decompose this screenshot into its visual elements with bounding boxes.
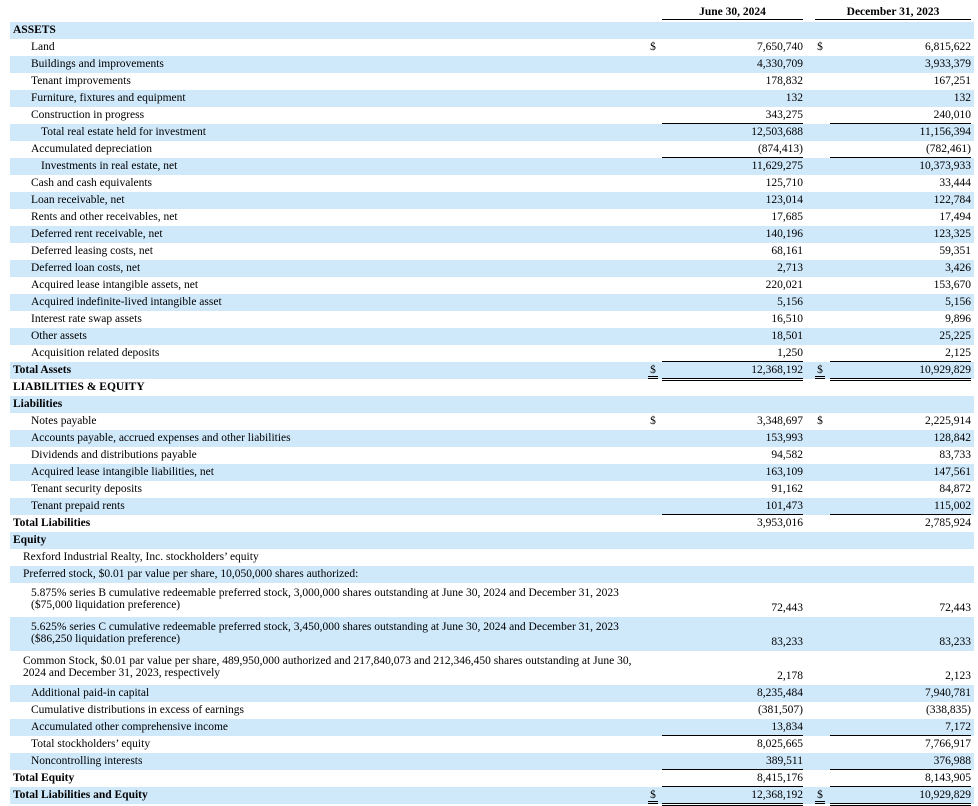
table-row xyxy=(10,651,974,685)
row-label: Investments in real estate, net xyxy=(41,160,178,172)
row-label: Equity xyxy=(13,534,47,546)
row-label: Other assets xyxy=(31,330,87,342)
row-label: Total real estate held for investment xyxy=(41,126,206,138)
value-december-2023: 33,444 xyxy=(939,177,971,189)
value-december-2023: (338,835) xyxy=(925,704,971,716)
value-december-2023: 7,766,917 xyxy=(925,738,971,750)
row-label: Loan receivable, net xyxy=(31,194,125,206)
table-row xyxy=(10,277,974,294)
value-december-2023: 3,426 xyxy=(945,262,971,274)
table-row xyxy=(10,22,974,39)
value-december-2023: 8,143,905 xyxy=(830,770,971,787)
row-label: Accumulated other comprehensive income xyxy=(31,721,229,733)
value-june-2024: 125,710 xyxy=(765,177,803,189)
column-header-row xyxy=(10,0,974,22)
value-june-2024: 68,161 xyxy=(771,245,803,257)
value-december-2023: 10,373,933 xyxy=(919,160,971,172)
value-december-2023: 153,670 xyxy=(933,279,971,291)
table-row xyxy=(10,447,974,464)
table-row xyxy=(10,311,974,328)
value-june-2024: 18,501 xyxy=(771,330,803,342)
row-label: Notes payable xyxy=(31,415,97,427)
value-june-2024: 12,368,192 xyxy=(662,787,803,806)
row-label: LIABILITIES & EQUITY xyxy=(13,381,145,393)
table-row xyxy=(10,498,974,515)
table-row xyxy=(10,294,974,311)
row-label: 5.875% series B cumulative redeemable preferred stock, 3,000,000 shares outstanding at June 30, 2024 and December 31, 2023 ($75,000 liquidation preference) xyxy=(31,587,619,611)
row-label: Acquired lease intangible assets, net xyxy=(31,279,199,291)
column-header-june-2024: June 30, 2024 xyxy=(662,6,803,20)
value-december-2023: 2,123 xyxy=(945,670,971,682)
value-june-2024: 153,993 xyxy=(765,432,803,444)
row-label: ASSETS xyxy=(13,24,56,36)
currency-symbol: $ xyxy=(815,362,825,379)
value-june-2024: 8,025,665 xyxy=(757,738,803,750)
value-june-2024: 3,953,016 xyxy=(757,517,803,529)
value-december-2023: 2,785,924 xyxy=(925,517,971,529)
row-label: Acquired lease intangible liabilities, net xyxy=(31,466,214,478)
value-december-2023: 240,010 xyxy=(830,107,971,124)
row-label: Liabilities xyxy=(13,398,63,410)
table-row xyxy=(10,209,974,226)
table-row xyxy=(10,107,974,124)
row-label: Deferred leasing costs, net xyxy=(31,245,153,257)
table-row xyxy=(10,685,974,702)
row-label: Total Equity xyxy=(13,772,75,784)
table-row xyxy=(10,583,974,617)
value-december-2023: (782,461) xyxy=(830,141,971,158)
value-june-2024: 83,233 xyxy=(771,636,803,648)
value-june-2024: 7,650,740 xyxy=(757,41,803,53)
table-row xyxy=(10,328,974,345)
value-december-2023: 2,225,914 xyxy=(925,415,971,427)
value-june-2024: 2,713 xyxy=(777,262,803,274)
value-june-2024: 5,156 xyxy=(777,296,803,308)
value-june-2024: 3,348,697 xyxy=(757,415,803,427)
currency-symbol: $ xyxy=(817,415,823,427)
table-row xyxy=(10,39,974,56)
table-row xyxy=(10,345,974,362)
value-june-2024: 2,178 xyxy=(777,670,803,682)
table-row xyxy=(10,515,974,532)
table-row xyxy=(10,430,974,447)
currency-symbol: $ xyxy=(650,41,656,53)
value-june-2024: 389,511 xyxy=(662,753,803,770)
currency-symbol: $ xyxy=(817,41,823,53)
table-row xyxy=(10,362,974,379)
table-body xyxy=(10,22,974,804)
table-row xyxy=(10,141,974,158)
currency-symbol: $ xyxy=(815,787,825,804)
table-row xyxy=(10,158,974,175)
row-label: Construction in progress xyxy=(31,109,145,121)
row-label: Cumulative distributions in excess of earnings xyxy=(31,704,245,716)
value-december-2023: 9,896 xyxy=(945,313,971,325)
table-row xyxy=(10,413,974,430)
value-december-2023: 72,443 xyxy=(939,602,971,614)
value-december-2023: 167,251 xyxy=(933,75,971,87)
value-december-2023: 3,933,379 xyxy=(925,58,971,70)
row-label: Tenant prepaid rents xyxy=(31,500,125,512)
value-june-2024: (874,413) xyxy=(662,141,803,158)
table-row xyxy=(10,617,974,651)
row-label: Preferred stock, $0.01 par value per share, 10,050,000 shares authorized: xyxy=(23,568,359,580)
table-row xyxy=(10,73,974,90)
value-december-2023: 147,561 xyxy=(933,466,971,478)
table-row xyxy=(10,379,974,396)
value-june-2024: 13,834 xyxy=(662,719,803,736)
row-label: Dividends and distributions payable xyxy=(31,449,197,461)
value-june-2024: 1,250 xyxy=(662,345,803,362)
row-label: Noncontrolling interests xyxy=(31,755,143,767)
value-june-2024: 132 xyxy=(785,92,803,104)
row-label: Accounts payable, accrued expenses and other liabilities xyxy=(31,432,291,444)
value-december-2023: 83,233 xyxy=(939,636,971,648)
row-label: Common Stock, $0.01 par value per share, 489,950,000 authorized and 217,840,073 and 212,346,450 shares outstanding at June 30, 2024 and December 31, 2023, respectively xyxy=(23,655,632,679)
table-row xyxy=(10,753,974,770)
row-label: Land xyxy=(31,41,55,53)
row-label: Rents and other receivables, net xyxy=(31,211,178,223)
table-row xyxy=(10,192,974,209)
row-label: Total Liabilities and Equity xyxy=(13,789,148,801)
table-row xyxy=(10,396,974,413)
table-row xyxy=(10,787,974,804)
table-row xyxy=(10,532,974,549)
table-row xyxy=(10,175,974,192)
value-december-2023: 17,494 xyxy=(939,211,971,223)
table-row xyxy=(10,566,974,583)
value-june-2024: 12,368,192 xyxy=(662,362,803,381)
table-row xyxy=(10,464,974,481)
currency-symbol: $ xyxy=(648,362,658,379)
value-december-2023: 10,929,829 xyxy=(830,787,971,806)
value-june-2024: 101,473 xyxy=(662,498,803,515)
value-june-2024: 12,503,688 xyxy=(751,126,803,138)
value-december-2023: 376,988 xyxy=(830,753,971,770)
table-row xyxy=(10,90,974,107)
row-label: Deferred rent receivable, net xyxy=(31,228,163,240)
row-label: Rexford Industrial Realty, Inc. stockholders’ equity xyxy=(23,551,259,563)
table-row xyxy=(10,719,974,736)
value-december-2023: 122,784 xyxy=(933,194,971,206)
value-june-2024: 220,021 xyxy=(765,279,803,291)
value-june-2024: 8,235,484 xyxy=(757,687,803,699)
value-june-2024: 17,685 xyxy=(771,211,803,223)
value-june-2024: 4,330,709 xyxy=(757,58,803,70)
value-june-2024: 8,415,176 xyxy=(662,770,803,787)
value-december-2023: 2,125 xyxy=(830,345,971,362)
column-header-december-2023: December 31, 2023 xyxy=(815,6,971,20)
table-row xyxy=(10,549,974,566)
row-label: Acquisition related deposits xyxy=(31,347,160,359)
row-label: Total Liabilities xyxy=(13,517,91,529)
table-row xyxy=(10,56,974,73)
value-june-2024: 94,582 xyxy=(771,449,803,461)
row-label: Cash and cash equivalents xyxy=(31,177,153,189)
row-label: Interest rate swap assets xyxy=(31,313,142,325)
currency-symbol: $ xyxy=(648,787,658,804)
table-row xyxy=(10,124,974,141)
row-label: Tenant improvements xyxy=(31,75,131,87)
row-label: Total stockholders’ equity xyxy=(31,738,151,750)
value-june-2024: 11,629,275 xyxy=(751,160,803,172)
value-december-2023: 7,940,781 xyxy=(925,687,971,699)
value-june-2024: 123,014 xyxy=(765,194,803,206)
value-december-2023: 128,842 xyxy=(933,432,971,444)
value-december-2023: 115,002 xyxy=(830,498,971,515)
value-june-2024: 140,196 xyxy=(765,228,803,240)
value-december-2023: 84,872 xyxy=(939,483,971,495)
value-december-2023: 59,351 xyxy=(939,245,971,257)
value-june-2024: 178,832 xyxy=(765,75,803,87)
value-june-2024: (381,507) xyxy=(757,704,803,716)
value-december-2023: 6,815,622 xyxy=(925,41,971,53)
row-label: 5.625% series C cumulative redeemable preferred stock, 3,450,000 shares outstanding at June 30, 2024 and December 31, 2023 ($86,250 liquidation preference) xyxy=(31,621,619,645)
value-june-2024: 343,275 xyxy=(662,107,803,124)
value-december-2023: 83,733 xyxy=(939,449,971,461)
row-label: Accumulated depreciation xyxy=(31,143,153,155)
balance-sheet xyxy=(10,0,974,804)
value-december-2023: 7,172 xyxy=(830,719,971,736)
row-label: Buildings and improvements xyxy=(31,58,164,70)
table-row xyxy=(10,243,974,260)
value-june-2024: 16,510 xyxy=(771,313,803,325)
table-row xyxy=(10,702,974,719)
table-row xyxy=(10,226,974,243)
table-row xyxy=(10,770,974,787)
row-label: Deferred loan costs, net xyxy=(31,262,141,274)
value-december-2023: 11,156,394 xyxy=(919,126,971,138)
currency-symbol: $ xyxy=(650,415,656,427)
row-label: Total Assets xyxy=(13,364,72,376)
value-june-2024: 163,109 xyxy=(765,466,803,478)
value-december-2023: 10,929,829 xyxy=(830,362,971,381)
row-label: Additional paid-in capital xyxy=(31,687,150,699)
value-december-2023: 5,156 xyxy=(945,296,971,308)
value-december-2023: 25,225 xyxy=(939,330,971,342)
row-label: Acquired indefinite-lived intangible asset xyxy=(31,296,222,308)
value-december-2023: 123,325 xyxy=(933,228,971,240)
row-label: Tenant security deposits xyxy=(31,483,142,495)
table-row xyxy=(10,736,974,753)
value-june-2024: 91,162 xyxy=(771,483,803,495)
table-row xyxy=(10,260,974,277)
row-label: Furniture, fixtures and equipment xyxy=(31,92,186,104)
value-june-2024: 72,443 xyxy=(771,602,803,614)
table-row xyxy=(10,481,974,498)
value-december-2023: 132 xyxy=(953,92,971,104)
